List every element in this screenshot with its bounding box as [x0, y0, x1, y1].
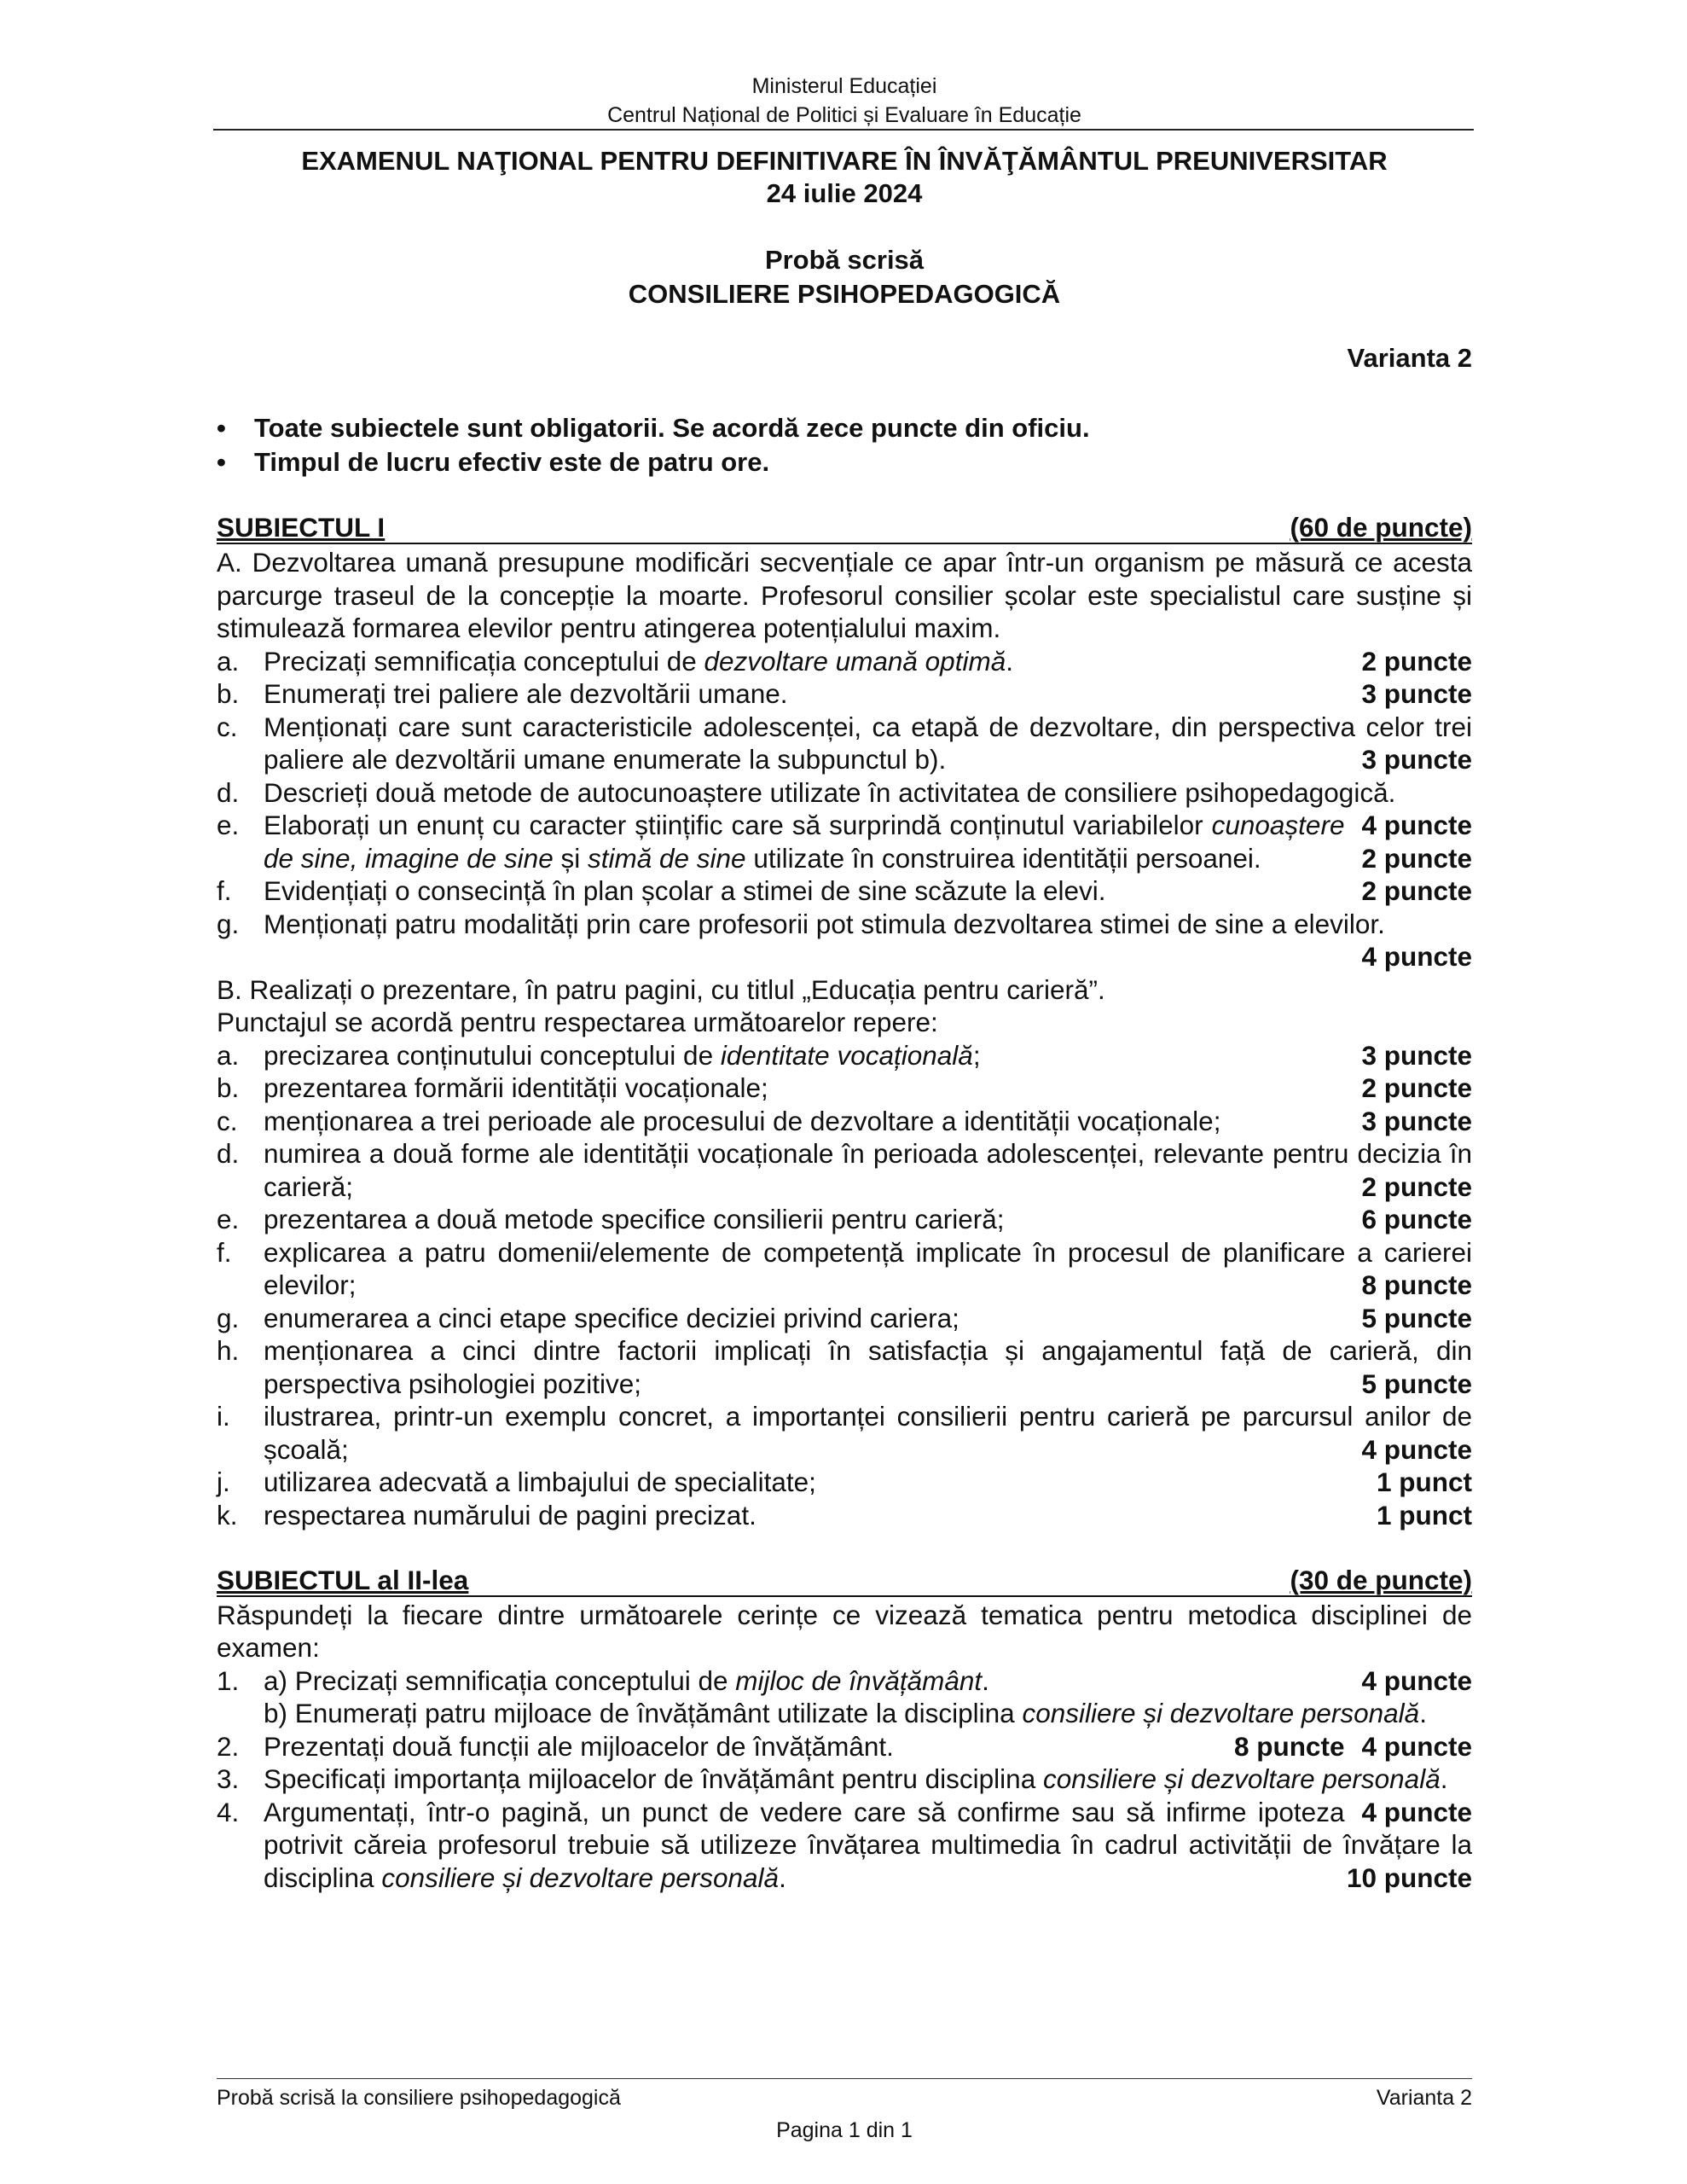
item-points: 5 puncte	[1361, 1368, 1472, 1399]
question-item	[217, 1302, 1472, 1335]
item-points: 2 puncte	[1361, 645, 1472, 677]
text-segment: respectarea numărului de pagini precizat.	[264, 1499, 757, 1531]
text-segment: Enumerați trei paliere ale dezvoltării umane.	[264, 678, 788, 709]
paragraph	[217, 1006, 1472, 1039]
exam-section	[217, 512, 1472, 1565]
variant-label: Varianta 2	[1347, 343, 1472, 373]
section-points: (60 de puncte)	[1290, 512, 1472, 543]
text-segment: Descrieți două metode de autocunoaștere utilizate în activitatea de consiliere psihopedagogică.	[264, 776, 1396, 808]
text-segment: Argumentați, într-o pagină, un punct de vedere care să confirme sau să infirme ipoteza potrivit căreia profesorul trebuie să utilizeze învățarea multimedia în cadrul activității de învățare la disciplina	[264, 1796, 1472, 1893]
paragraph	[217, 1599, 1472, 1664]
section-title: SUBIECTUL al II-lea	[217, 1564, 469, 1595]
text-segment: numirea a două forme ale identității vocaționale în perioada adolescenței, relevante pentru decizia în carieră;	[264, 1138, 1472, 1202]
text-segment: Evidențiați o consecință în plan școlar a stimei de sine scăzute la elevi.	[264, 875, 1106, 906]
text-segment: .	[982, 1664, 989, 1696]
text-segment: .	[1006, 645, 1013, 677]
text-segment: Prezentați două funcții ale mijloacelor de învățământ.	[264, 1730, 894, 1762]
item-label: c.	[217, 711, 238, 742]
question-item	[217, 1236, 1472, 1302]
italic-term: mijloc de învățământ	[735, 1664, 983, 1696]
text-segment: menționarea a cinci dintre factorii implicați în satisfacția și angajamentul față de carieră, din perspectiva psihologiei pozitive;	[264, 1335, 1472, 1399]
exam-subject	[217, 243, 1472, 311]
item-label: k.	[217, 1499, 238, 1531]
text-segment: și	[553, 842, 588, 874]
rule-item: • Toate subiectele sunt obligatorii. Se acordă zece puncte din oficiu.	[217, 411, 1090, 445]
section-header	[217, 1565, 1472, 1597]
text-segment: precizarea conținutului conceptului de	[264, 1039, 721, 1071]
exam-title	[217, 145, 1472, 210]
question-item	[217, 1466, 1472, 1499]
question-item	[217, 677, 1472, 711]
section-points: (30 de puncte)	[1290, 1564, 1472, 1595]
text-segment: Elaborați un enunț cu caracter științific care să surprindă conținutul variabilelor	[264, 810, 1212, 840]
question-item	[217, 1072, 1472, 1105]
question-item	[217, 908, 1472, 972]
item-label: d.	[217, 776, 240, 808]
item-points: 3 puncte	[1361, 1105, 1472, 1136]
italic-term: dezvoltare umană optimă	[704, 645, 1006, 677]
text-segment: utilizarea adecvată a limbajului de specialitate;	[264, 1467, 816, 1497]
question-item	[217, 711, 1472, 776]
exam-name: EXAMENUL NAŢIONAL PENTRU DEFINITIVARE ÎN ÎNVĂŢĂMÂNTUL PREUNIVERSITAR	[301, 146, 1388, 176]
text-segment: a) Precizați semnificația conceptului de	[264, 1664, 736, 1696]
item-points: 4 puncte	[1361, 1433, 1472, 1465]
question-item	[217, 1499, 1472, 1532]
item-label: f.	[217, 875, 232, 906]
italic-term: identitate vocațională	[720, 1039, 973, 1071]
item-points: 4 puncte	[1361, 1796, 1472, 1827]
exam-type: Probă scrisă	[764, 245, 925, 275]
item-label: a.	[217, 1039, 240, 1071]
text-segment: Menționați care sunt caracteristicile adolescenței, ca etapă de dezvoltare, din perspectiva celor trei paliere ale dezvoltării umane enumerate la subpunctul b).	[264, 711, 1472, 775]
item-points: 3 puncte	[1361, 744, 1472, 775]
spacer	[217, 940, 1472, 973]
text-segment: utilizate în construirea identității persoanei.	[745, 842, 1261, 874]
italic-term: consiliere și dezvoltare personală	[1042, 1763, 1441, 1794]
italic-term: consiliere și dezvoltare personală	[1022, 1698, 1420, 1728]
question-item	[217, 1400, 1472, 1466]
item-points: 2 puncte	[1361, 1072, 1472, 1103]
text-segment: A. Dezvoltarea umană presupune modificări secvențiale ce apar într-un organism pe măsură ce acesta parcurge traseul de la concepție la moarte. Profesorul consilier școlar este specialistul care susține și stimulează formarea elevilor pentru atingerea potențialului maxim.	[217, 547, 1472, 643]
center-name: Centrul Național de Politici și Evaluare în Educație	[607, 103, 1081, 127]
item-label: e.	[217, 1204, 240, 1234]
item-label: 2.	[217, 1730, 240, 1762]
question-item	[217, 645, 1472, 678]
text-segment: ;	[972, 1039, 981, 1071]
item-label: j.	[217, 1467, 230, 1497]
exam-section	[217, 1565, 1472, 1895]
item-points: 10 puncte	[1346, 1862, 1472, 1893]
item-points: 4 puncte	[1361, 1664, 1472, 1696]
question-item	[217, 809, 1472, 874]
question-item	[217, 874, 1472, 908]
item-label: 1.	[217, 1664, 240, 1696]
item-label: f.	[217, 1236, 232, 1268]
text-segment: explicarea a patru domenii/elemente de competență implicate în procesul de planificare a carierei elevilor;	[264, 1236, 1472, 1300]
question-item	[217, 1137, 1472, 1203]
item-points: 1 punct	[1376, 1499, 1472, 1531]
page-number: Pagina 1 din 1	[776, 2118, 913, 2142]
item-label: h.	[217, 1335, 240, 1366]
item-points: 2 puncte	[1361, 875, 1472, 906]
item-label: d.	[217, 1138, 240, 1169]
text-segment: Menționați patru modalități prin care profesorii pot stimula dezvoltarea stimei de sine a elevilor.	[264, 908, 1385, 939]
question-item	[217, 1039, 1472, 1072]
item-points: 4 puncte	[1361, 941, 1472, 972]
text-segment: .	[779, 1862, 786, 1893]
italic-term: consiliere și dezvoltare personală	[381, 1862, 780, 1893]
footer-divider	[217, 2078, 1472, 2079]
item-label: b.	[217, 1072, 240, 1103]
text-segment: Punctajul se acordă pentru respectarea următoarelor repere:	[217, 1007, 938, 1037]
item-points: 6 puncte	[1361, 1204, 1472, 1234]
question-item	[217, 1763, 1472, 1827]
text-segment: Specificați importanța mijloacelor de învățământ pentru disciplina	[264, 1763, 1043, 1794]
italic-term: stimă de sine	[587, 842, 746, 874]
section-title: SUBIECTUL I	[217, 512, 386, 543]
subject-name: CONSILIERE PSIHOPEDAGOGICĂ	[628, 279, 1061, 309]
text-segment: ilustrarea, printr-un exemplu concret, a importanței consilierii pentru carieră pe parcursul anilor de școală;	[264, 1401, 1472, 1465]
item-points: 8 puncte	[1233, 1730, 1345, 1762]
footer-left: Probă scrisă la consiliere psihopedagogică	[217, 2086, 621, 2110]
text-segment: menționarea a trei perioade ale procesului de dezvoltare a identității vocaționale;	[264, 1105, 1221, 1136]
question-item	[217, 1664, 1472, 1698]
ministry-name: Ministerul Educației	[751, 74, 937, 98]
italic-term: cunoaștere de sine, imagine de sine	[264, 810, 1345, 874]
text-segment: Precizați semnificația conceptului de	[264, 645, 704, 677]
question-item	[217, 1334, 1472, 1400]
item-label: c.	[217, 1105, 238, 1136]
item-label: e.	[217, 810, 240, 840]
item-label: a.	[217, 645, 240, 677]
rule-item: • Timpul de lucru efectiv este de patru ore.	[217, 445, 1090, 479]
text-segment: b) Enumerați patru mijloace de învățământ utilizate la disciplina	[264, 1698, 1023, 1728]
text-segment: .	[1440, 1763, 1448, 1794]
question-item	[217, 1203, 1472, 1236]
question-item	[217, 1796, 1472, 1895]
paragraph	[217, 546, 1472, 645]
item-points: 5 puncte	[1361, 1302, 1472, 1333]
item-points: 8 puncte	[1361, 1269, 1472, 1300]
item-label: 4.	[217, 1796, 240, 1827]
exam-date: 24 iulie 2024	[766, 178, 923, 208]
section-header	[217, 512, 1472, 544]
item-points: 2 puncte	[1361, 842, 1472, 874]
spacer	[217, 1531, 1472, 1565]
text-segment: B. Realizați o prezentare, în patru pagini, cu titlul „Educația pentru carieră”.	[217, 973, 1105, 1005]
item-label: g.	[217, 1302, 240, 1333]
item-label: 3.	[217, 1763, 240, 1794]
text-segment: prezentarea a două metode specifice consilierii pentru carieră;	[264, 1204, 1005, 1234]
item-points: 4 puncte	[1361, 1730, 1472, 1762]
text-segment: prezentarea formării identității vocaționale;	[264, 1072, 768, 1103]
item-points: 3 puncte	[1361, 1039, 1472, 1071]
text-segment: .	[1419, 1698, 1427, 1728]
item-points: 1 punct	[1376, 1467, 1472, 1497]
item-points: 3 puncte	[1361, 678, 1472, 709]
question-item	[217, 1730, 1472, 1763]
exam-content	[217, 512, 1472, 1894]
footer-right: Varianta 2	[1376, 2086, 1472, 2110]
header-divider	[213, 129, 1474, 131]
exam-rules	[217, 411, 1090, 479]
question-item	[217, 1105, 1472, 1138]
page-header	[217, 72, 1472, 130]
item-points: 2 puncte	[1361, 1170, 1472, 1202]
paragraph	[217, 973, 1472, 1007]
text-segment: enumerarea a cinci etape specifice deciziei privind cariera;	[264, 1302, 959, 1333]
item-label: b.	[217, 678, 240, 709]
item-label: i.	[217, 1401, 230, 1432]
item-label: g.	[217, 908, 240, 939]
item-points: 4 puncte	[1361, 810, 1472, 840]
text-segment: Răspundeți la fiecare dintre următoarele cerințe ce vizează tematica pentru metodica disciplinei de examen:	[217, 1599, 1472, 1663]
